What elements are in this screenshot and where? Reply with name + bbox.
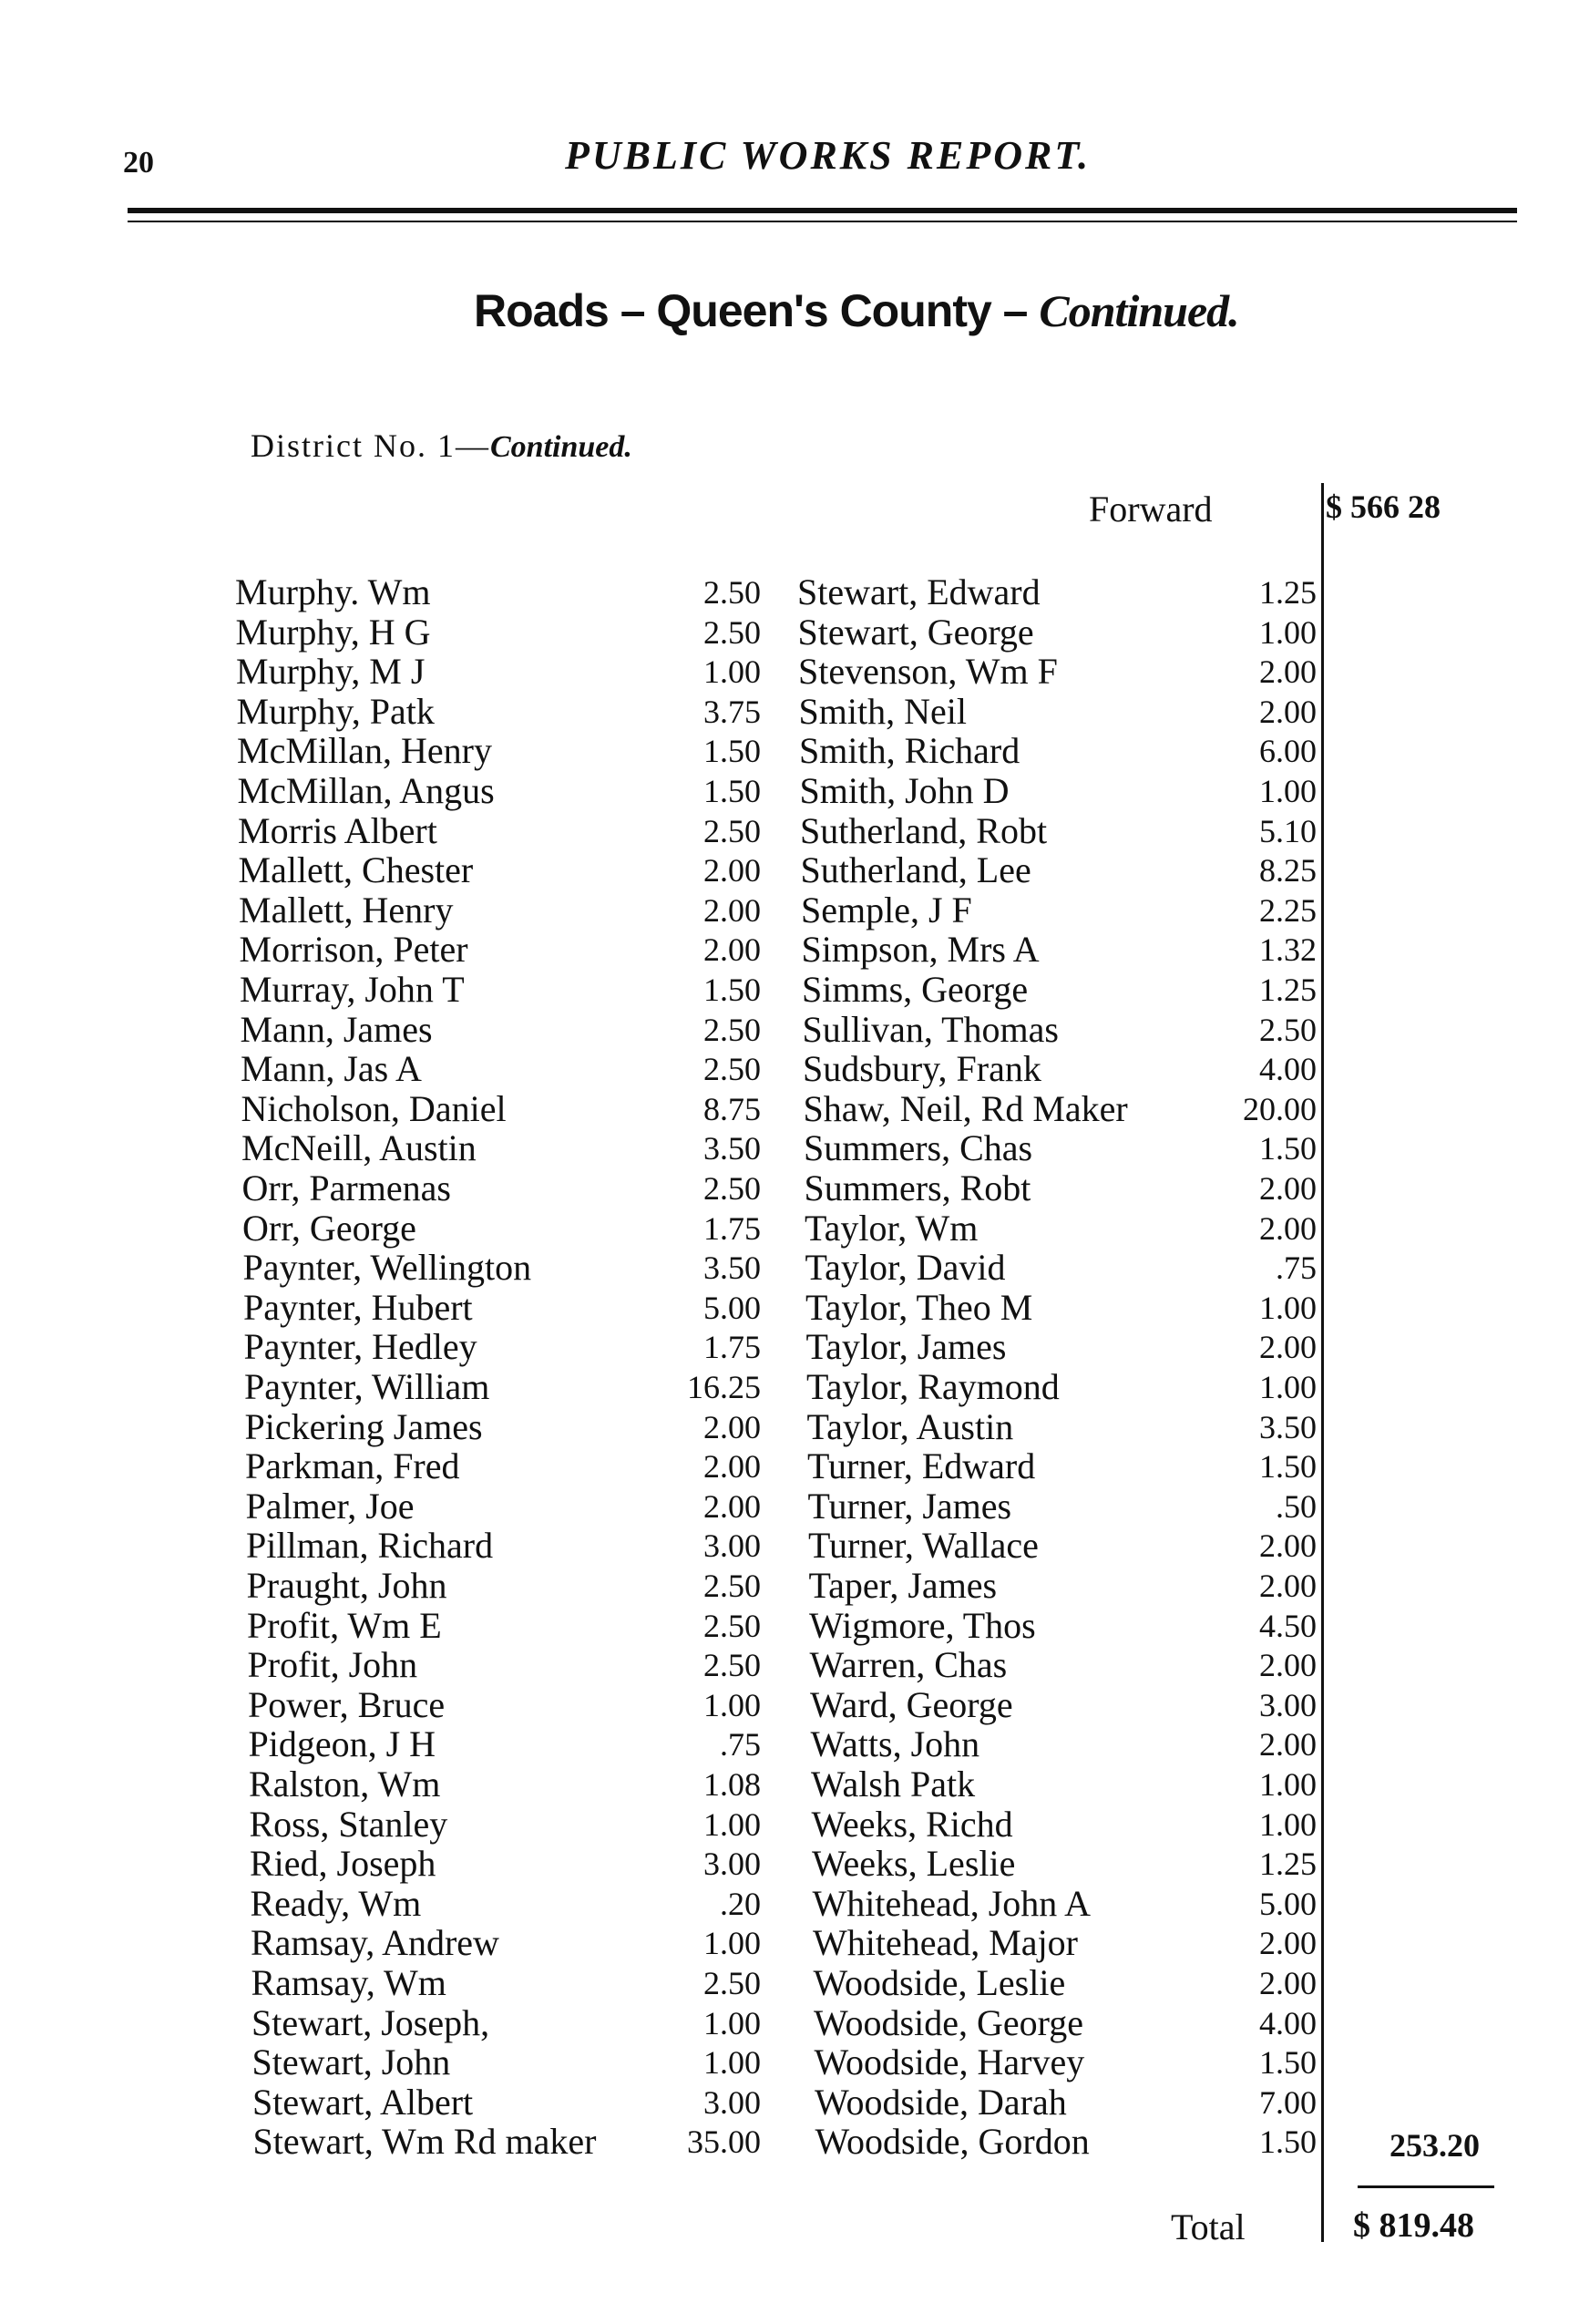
- right-entry-name: Wigmore, Thos: [809, 1604, 1036, 1646]
- left-entry-amount: 2.00: [703, 931, 761, 969]
- left-entry-name: McMillan, Angus: [237, 770, 495, 811]
- left-entry-amount: .75: [720, 1726, 761, 1764]
- right-entry-name: Taylor, Austin: [806, 1405, 1014, 1447]
- district-heading: [251, 427, 632, 465]
- right-entry-amount: 1.00: [1259, 1766, 1317, 1803]
- forward-label: Forward: [1089, 488, 1213, 530]
- left-entry-amount: 2.00: [703, 1408, 761, 1445]
- left-entry-amount: 35.00: [687, 2123, 761, 2161]
- right-entry-amount: 5.00: [1259, 1885, 1317, 1922]
- left-entry-name: Murphy. Wm: [235, 571, 431, 612]
- right-entry-amount: 2.00: [1259, 1209, 1317, 1247]
- right-entry-amount: 6.00: [1259, 733, 1317, 770]
- left-entry-amount: 1.00: [703, 653, 761, 691]
- left-entry-amount: 1.00: [703, 1805, 761, 1843]
- left-entry-name: Ross, Stanley: [249, 1803, 448, 1845]
- table-row: [0, 771, 1569, 811]
- left-entry-name: Stewart, Albert: [252, 2081, 474, 2123]
- right-entry-amount: 2.00: [1259, 1647, 1317, 1684]
- table-row: [0, 970, 1569, 1010]
- right-entry-amount: 1.50: [1259, 2044, 1317, 2082]
- right-entry-amount: 2.00: [1259, 1527, 1317, 1565]
- table-row: [0, 1923, 1569, 1963]
- left-entry-amount: 1.50: [703, 972, 761, 1008]
- right-entry-amount: 3.50: [1259, 1408, 1317, 1445]
- right-entry-amount: 8.25: [1259, 852, 1317, 889]
- right-entry-name: Whitehead, Major: [813, 1922, 1078, 1964]
- left-entry-amount: 8.75: [703, 1090, 761, 1127]
- left-entry-name: Profit, Wm E: [247, 1604, 442, 1646]
- right-entry-name: Ward, George: [810, 1683, 1013, 1725]
- table-row: [0, 572, 1569, 612]
- left-entry-name: Nicholson, Daniel: [241, 1087, 507, 1129]
- header-rule-thick: [128, 208, 1517, 213]
- right-entry-name: Sutherland, Robt: [800, 809, 1048, 851]
- left-entry-name: Pillman, Richard: [246, 1525, 494, 1567]
- left-entry-name: Ralston, Wm: [249, 1764, 441, 1805]
- left-entry-name: Profit, John: [247, 1644, 418, 1686]
- right-entry-name: Woodside, Darah: [815, 2081, 1067, 2123]
- table-row: [0, 1208, 1569, 1249]
- right-entry-name: Watts, John: [810, 1723, 980, 1765]
- table-row: [0, 1526, 1569, 1566]
- left-entry-amount: 2.50: [703, 1965, 761, 2001]
- right-entry-name: Whitehead, John A: [812, 1882, 1091, 1924]
- running-head: PUBLIC WORKS REPORT.: [565, 133, 1092, 178]
- left-entry-amount: 3.50: [703, 1249, 761, 1287]
- table-row: [0, 692, 1569, 732]
- table-row: [0, 1327, 1569, 1367]
- total-rule: [1358, 2185, 1494, 2188]
- right-entry-amount: 1.00: [1259, 1369, 1317, 1405]
- right-entry-name: Turner, Edward: [807, 1445, 1036, 1487]
- left-entry-name: Mann, James: [240, 1008, 433, 1050]
- left-entry-amount: 3.00: [703, 1846, 761, 1883]
- left-entry-name: Murray, John T: [240, 969, 465, 1010]
- left-entry-amount: 2.50: [703, 1051, 761, 1088]
- section-title-main: Roads – Queen's County –: [474, 285, 1028, 336]
- table-row: [0, 1248, 1569, 1288]
- left-entry-name: Orr, Parmenas: [241, 1167, 451, 1208]
- right-entry-name: Turner, James: [807, 1485, 1012, 1527]
- district-continued: Continued.: [489, 430, 632, 464]
- right-entry-name: Smith, John D: [799, 770, 1010, 811]
- left-entry-name: Stewart, Wm Rd maker: [252, 2121, 597, 2163]
- table-row: [0, 2122, 1569, 2162]
- left-entry-amount: 2.50: [703, 1170, 761, 1207]
- table-row: [0, 1566, 1569, 1606]
- right-entry-name: Sudsbury, Frank: [803, 1048, 1041, 1090]
- section-title-continued: Continued.: [1039, 285, 1239, 336]
- left-entry-name: Orr, George: [242, 1207, 416, 1249]
- total-amount: $ 819.48: [1353, 2206, 1474, 2245]
- right-entry-name: Smith, Richard: [799, 730, 1020, 772]
- right-entry-amount: 1.50: [1259, 2123, 1317, 2161]
- left-entry-name: Paynter, Hedley: [243, 1326, 477, 1368]
- table-row: [0, 1645, 1569, 1685]
- table-row: [0, 1446, 1569, 1486]
- right-entry-name: Sullivan, Thomas: [802, 1008, 1059, 1050]
- left-entry-amount: 2.00: [703, 852, 761, 889]
- right-entry-name: Taylor, James: [805, 1326, 1007, 1368]
- left-entry-amount: 2.00: [703, 1487, 761, 1525]
- left-entry-name: Power, Bruce: [248, 1683, 446, 1725]
- left-entry-name: Praught, John: [246, 1565, 447, 1606]
- left-entry-name: McMillan, Henry: [237, 730, 492, 772]
- right-entry-name: Simpson, Mrs A: [801, 929, 1040, 971]
- left-entry-amount: 2.50: [703, 1568, 761, 1604]
- right-entry-name: Semple, J F: [801, 889, 972, 931]
- right-entry-amount: 5.10: [1259, 812, 1317, 849]
- right-entry-amount: 2.00: [1259, 1965, 1317, 2001]
- left-entry-name: Paynter, William: [244, 1366, 490, 1407]
- forward-amount: $ 566 28: [1326, 488, 1441, 525]
- left-entry-amount: 16.25: [687, 1369, 761, 1405]
- right-entry-amount: 2.00: [1259, 1329, 1317, 1366]
- table-row: [0, 1884, 1569, 1924]
- left-entry-amount: 2.50: [703, 613, 761, 651]
- right-entry-amount: 4.00: [1259, 1051, 1317, 1088]
- right-entry-name: Turner, Wallace: [808, 1525, 1039, 1567]
- right-entry-name: Weeks, Richd: [811, 1803, 1013, 1845]
- right-entry-amount: 1.25: [1259, 1846, 1317, 1883]
- right-entry-amount: 2.25: [1259, 891, 1317, 929]
- left-entry-name: Mallett, Henry: [239, 889, 454, 931]
- left-entry-amount: 3.50: [703, 1130, 761, 1167]
- table-row: [0, 850, 1569, 890]
- right-entry-name: Summers, Robt: [804, 1167, 1031, 1208]
- table-row: [0, 2003, 1569, 2043]
- table-row: [0, 731, 1569, 771]
- left-entry-name: Stewart, Joseph,: [251, 2001, 490, 2043]
- right-entry-name: Taper, James: [808, 1565, 998, 1606]
- table-row: [0, 1168, 1569, 1208]
- right-entry-name: Woodside, Leslie: [813, 1962, 1066, 2003]
- table-row: [0, 1963, 1569, 2003]
- table-row: [0, 930, 1569, 970]
- column-subtotal: 253.20: [1390, 2127, 1480, 2164]
- right-entry-name: Stevenson, Wm F: [798, 651, 1058, 693]
- right-entry-amount: 1.25: [1259, 574, 1317, 611]
- left-entry-amount: 1.75: [703, 1209, 761, 1247]
- left-entry-amount: 3.00: [703, 1527, 761, 1565]
- right-entry-name: Sutherland, Lee: [800, 849, 1031, 891]
- right-entry-amount: 2.00: [1259, 1726, 1317, 1764]
- table-row: [0, 811, 1569, 851]
- header-rule-thin: [128, 221, 1517, 222]
- right-entry-amount: 2.00: [1259, 693, 1317, 730]
- right-entry-name: Summers, Chas: [804, 1127, 1033, 1169]
- right-entry-name: Taylor, Wm: [805, 1207, 979, 1249]
- left-entry-name: Morris Albert: [238, 809, 437, 851]
- left-entry-amount: 5.00: [703, 1289, 761, 1326]
- left-entry-name: Paynter, Hubert: [243, 1286, 473, 1328]
- right-entry-name: Woodside, Gordon: [815, 2121, 1090, 2163]
- right-entry-name: Stewart, Edward: [797, 571, 1041, 612]
- left-entry-name: Morrison, Peter: [239, 929, 468, 971]
- left-entry-name: Pidgeon, J H: [248, 1723, 436, 1765]
- left-entry-name: Mallett, Chester: [238, 849, 474, 891]
- table-row: [0, 1486, 1569, 1527]
- left-entry-amount: 2.50: [703, 1011, 761, 1048]
- left-entry-name: Ried, Joseph: [250, 1843, 436, 1885]
- right-entry-amount: 1.00: [1259, 1289, 1317, 1326]
- right-entry-name: Taylor, Theo M: [805, 1286, 1033, 1328]
- section-title: [474, 284, 1239, 337]
- left-entry-amount: 1.00: [703, 2004, 761, 2041]
- table-row: [0, 1407, 1569, 1447]
- left-entry-amount: 2.50: [703, 574, 761, 611]
- table-row: [0, 1288, 1569, 1328]
- right-entry-name: Woodside, Harvey: [814, 2041, 1085, 2083]
- left-entry-amount: 2.50: [703, 1647, 761, 1684]
- right-entry-amount: 1.32: [1259, 931, 1317, 969]
- right-entry-amount: 1.50: [1259, 1448, 1317, 1486]
- table-row: [0, 652, 1569, 692]
- left-entry-amount: 3.00: [703, 2083, 761, 2121]
- left-entry-amount: .20: [720, 1885, 761, 1922]
- right-entry-amount: 4.50: [1259, 1607, 1317, 1644]
- right-entry-amount: .50: [1276, 1487, 1317, 1525]
- right-entry-name: Taylor, Raymond: [806, 1366, 1060, 1407]
- right-entry-amount: 2.00: [1259, 653, 1317, 691]
- table-row: [0, 1844, 1569, 1884]
- right-entry-amount: 2.00: [1259, 1568, 1317, 1604]
- table-row: [0, 1367, 1569, 1407]
- left-entry-amount: 1.50: [703, 773, 761, 809]
- left-entry-amount: 1.50: [703, 733, 761, 770]
- right-entry-amount: 4.00: [1259, 2004, 1317, 2041]
- left-entry-name: Murphy, M J: [236, 651, 426, 693]
- right-entry-name: Taylor, David: [805, 1247, 1006, 1289]
- right-entry-name: Weeks, Leslie: [812, 1843, 1016, 1885]
- right-entry-amount: 20.00: [1243, 1090, 1317, 1127]
- table-row: [0, 890, 1569, 931]
- right-entry-name: Smith, Neil: [798, 690, 967, 732]
- table-row: [0, 612, 1569, 653]
- table-row: [0, 1764, 1569, 1805]
- left-entry-name: Paynter, Wellington: [242, 1247, 532, 1289]
- left-entry-amount: 2.50: [703, 1607, 761, 1644]
- left-entry-name: Murphy, H G: [235, 611, 431, 653]
- right-entry-amount: .75: [1276, 1249, 1317, 1287]
- left-entry-name: Palmer, Joe: [245, 1485, 415, 1527]
- left-entry-name: Parkman, Fred: [245, 1445, 460, 1487]
- right-entry-amount: 3.00: [1259, 1686, 1317, 1723]
- right-entry-name: Warren, Chas: [809, 1644, 1008, 1686]
- right-entry-amount: 1.00: [1259, 613, 1317, 651]
- left-entry-name: McNeill, Austin: [241, 1127, 477, 1169]
- left-entry-amount: 1.75: [703, 1329, 761, 1366]
- left-entry-name: Ready, Wm: [250, 1882, 422, 1924]
- left-entry-amount: 2.00: [703, 891, 761, 929]
- table-row: [0, 2082, 1569, 2123]
- right-entry-amount: 2.00: [1259, 1170, 1317, 1207]
- table-row: [0, 1049, 1569, 1089]
- right-entry-name: Simms, George: [802, 969, 1029, 1010]
- right-entry-amount: 7.00: [1259, 2083, 1317, 2121]
- table-row: [0, 1128, 1569, 1168]
- right-entry-amount: 2.50: [1259, 1011, 1317, 1048]
- right-entry-amount: 2.00: [1259, 1925, 1317, 1962]
- left-entry-name: Mann, Jas A: [241, 1048, 422, 1090]
- right-entry-name: Walsh Patk: [811, 1764, 976, 1805]
- left-entry-amount: 3.75: [703, 693, 761, 730]
- page-number: 20: [123, 146, 154, 180]
- right-entry-amount: 1.00: [1259, 773, 1317, 809]
- total-label: Total: [1171, 2206, 1246, 2247]
- table-row: [0, 1724, 1569, 1764]
- left-entry-name: Ramsay, Wm: [251, 1962, 446, 2003]
- left-entry-name: Ramsay, Andrew: [251, 1922, 499, 1964]
- left-entry-name: Murphy, Patk: [236, 690, 435, 732]
- left-entry-amount: 1.00: [703, 1925, 761, 1962]
- left-entry-amount: 1.08: [703, 1766, 761, 1803]
- table-row: [0, 1606, 1569, 1646]
- left-entry-name: Pickering James: [244, 1405, 483, 1447]
- right-entry-name: Shaw, Neil, Rd Maker: [803, 1087, 1128, 1129]
- left-entry-amount: 1.00: [703, 2044, 761, 2082]
- district-label: District No. 1—: [251, 427, 490, 464]
- table-row: [0, 2042, 1569, 2082]
- table-row: [0, 1010, 1569, 1050]
- left-entry-amount: 1.00: [703, 1686, 761, 1723]
- table-row: [0, 1685, 1569, 1725]
- right-entry-amount: 1.25: [1259, 972, 1317, 1008]
- left-entry-amount: 2.50: [703, 812, 761, 849]
- right-entry-name: Stewart, George: [797, 611, 1034, 653]
- left-entry-name: Stewart, John: [251, 2041, 451, 2083]
- right-entry-amount: 1.00: [1259, 1805, 1317, 1843]
- table-row: [0, 1089, 1569, 1129]
- right-entry-name: Woodside, George: [814, 2001, 1083, 2043]
- right-entry-amount: 1.50: [1259, 1130, 1317, 1167]
- table-row: [0, 1805, 1569, 1845]
- left-entry-amount: 2.00: [703, 1448, 761, 1486]
